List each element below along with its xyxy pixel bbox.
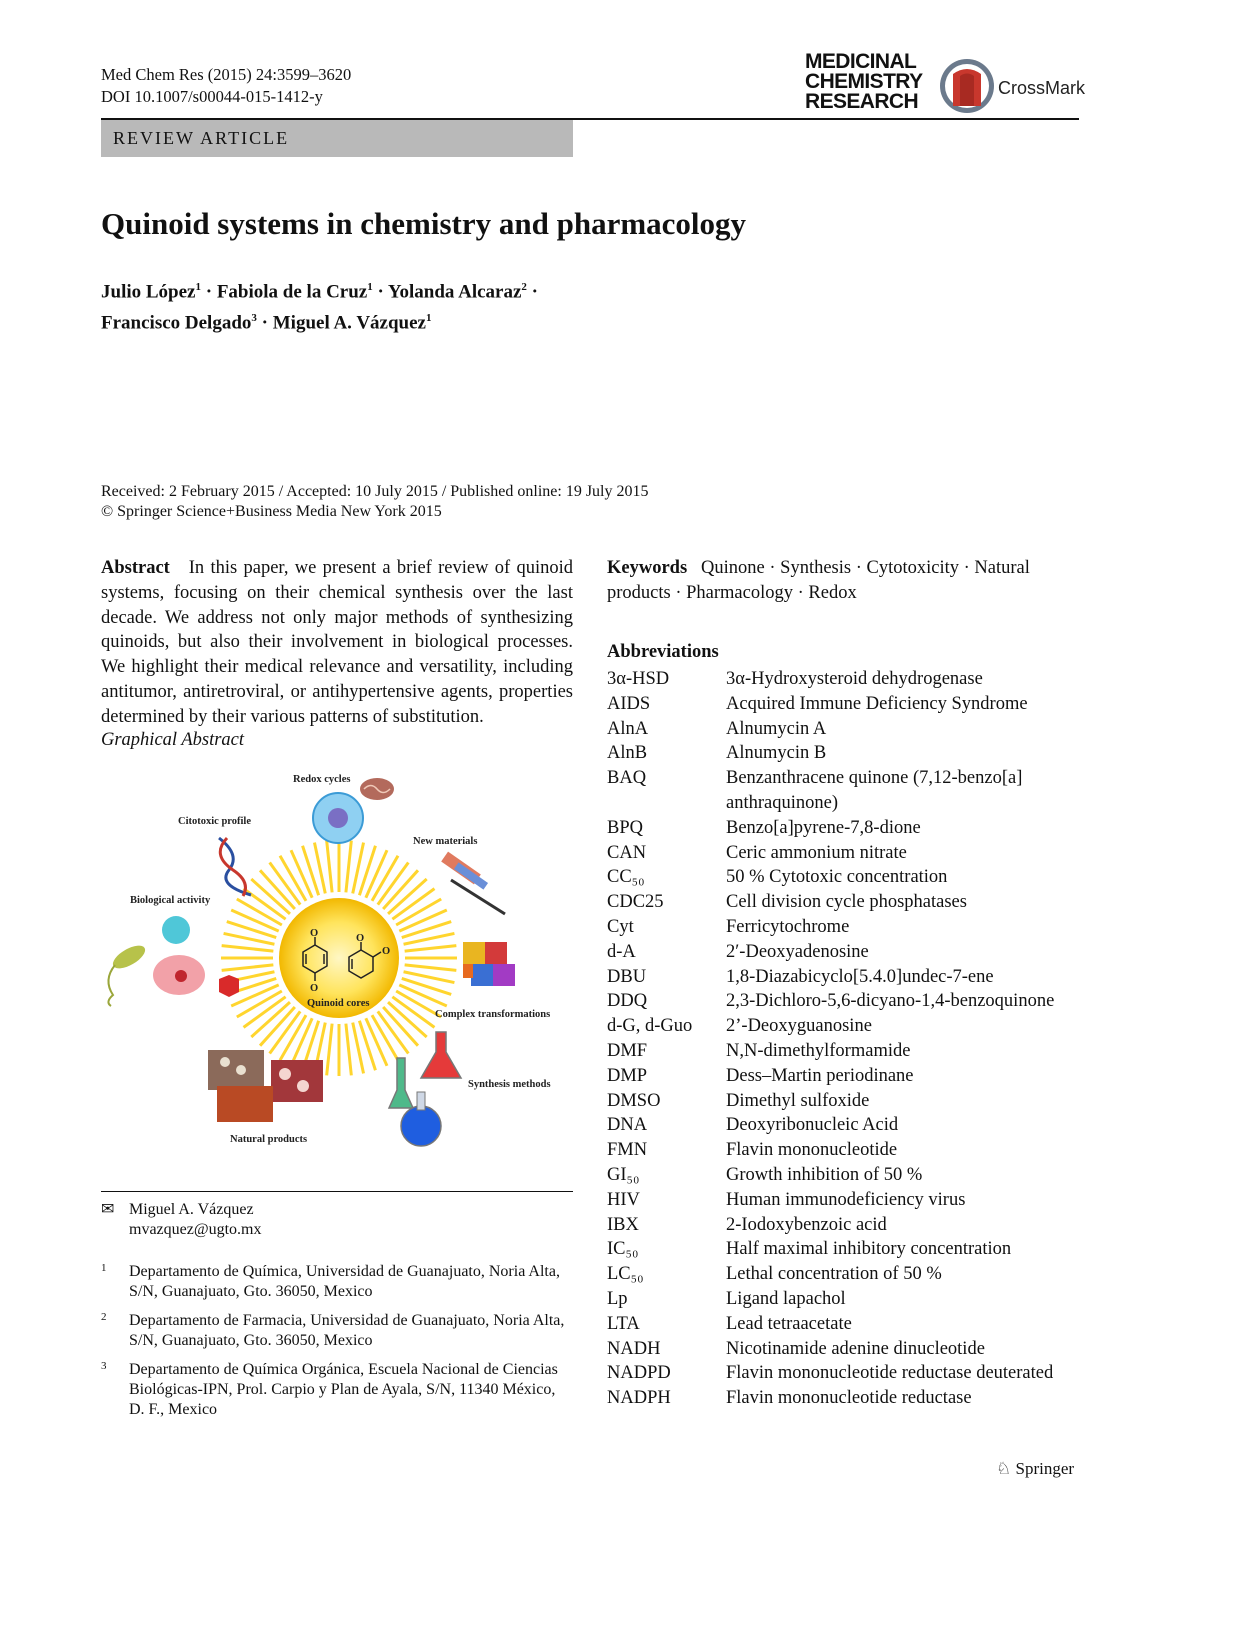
abbreviation-row <box>607 1089 1087 1114</box>
abbreviation-definition: Alnumycin B <box>726 743 827 764</box>
abbreviation-term: NADH <box>607 1338 661 1359</box>
cell-nucleus-icon <box>328 808 348 828</box>
abbreviation-definition: Cell division cycle phosphatases <box>726 892 967 913</box>
redox-cycles-label: Redox cycles <box>293 774 351 785</box>
article-title: Quinoid systems in chemistry and pharmacology <box>101 206 747 241</box>
abbreviation-definition: Flavin mononucleotide <box>726 1140 898 1161</box>
sun-ray <box>346 1024 351 1076</box>
author-affil-sup: 3 <box>251 312 257 325</box>
sun-ray <box>222 965 274 970</box>
abbreviations-title: Abbreviations <box>607 642 719 662</box>
oxygen-label: O <box>310 928 319 939</box>
abbreviation-row <box>607 816 1087 841</box>
abbreviation-definition: Dess–Martin periodinane <box>726 1065 914 1086</box>
abstract <box>101 556 573 730</box>
corresponding-email[interactable]: mvazquez@ugto.mx <box>129 1221 262 1238</box>
abbreviation-row <box>607 1361 1087 1386</box>
keywords-label: Keywords <box>607 558 688 578</box>
flask-icon <box>389 1032 461 1146</box>
abbreviation-row <box>607 1337 1087 1362</box>
abbreviation-definition: 50 % Cytotoxic concentration <box>726 867 948 888</box>
abbreviation-term: DMP <box>607 1065 648 1086</box>
synthesis-methods-label: Synthesis methods <box>468 1079 551 1090</box>
abbreviation-definition: Alnumycin A <box>726 718 827 739</box>
abbreviation-term: DDQ <box>607 991 648 1012</box>
affiliation-number: 1 <box>101 1262 107 1274</box>
journal-logo <box>805 52 923 112</box>
cube-icon <box>463 942 515 986</box>
abbreviation-term: GI₅₀ <box>607 1164 640 1185</box>
abbreviation-term: CAN <box>607 842 647 863</box>
citotoxic-profile-label: Citotoxic profile <box>178 816 251 827</box>
journal-citation: Med Chem Res (2015) 24:3599–3620 <box>101 65 352 84</box>
abbreviation-row <box>607 965 1087 990</box>
abbreviation-term: HIV <box>607 1189 640 1210</box>
corresponding-author: Miguel A. Vázquez <box>129 1201 254 1218</box>
graphical-abstract-label: Graphical Abstract <box>101 730 245 750</box>
crossmark-label[interactable]: CrossMark <box>998 78 1086 98</box>
affiliation-text: Departamento de Química Orgánica, Escuela Nacional de Ciencias Biológicas-IPN, Prol. Carpio y Plan de Ayala, S/N, 11340 México, D. F., Mexico <box>129 1361 558 1418</box>
abbreviation-row <box>607 1188 1087 1213</box>
abbreviation-row <box>607 1014 1087 1039</box>
cell-nucleus <box>175 970 187 982</box>
article-type-banner <box>101 120 573 157</box>
abbreviation-definition: 2′-Deoxyadenosine <box>726 941 869 962</box>
abbreviation-term: NADPH <box>607 1388 671 1409</box>
affiliation-text: Departamento de Química, Universidad de Guanajuato, Noria Alta, S/N, Guanajuato, Gto. 36050, Mexico <box>129 1263 560 1300</box>
abbreviation-term: NADPD <box>607 1363 671 1384</box>
abbreviations-list <box>607 667 1087 1411</box>
author-affil-sup: 1 <box>195 281 201 293</box>
abbreviation-term: d-G, d-Guo <box>607 1016 693 1037</box>
bacterium-icon <box>109 941 148 973</box>
abbreviation-term: DNA <box>607 1115 648 1136</box>
keywords-text: Quinone · Synthesis · Cytotoxicity · Natural products · Pharmacology · Redox <box>607 558 1030 603</box>
abbreviation-term: DMSO <box>607 1090 661 1111</box>
abbreviation-term: LC₅₀ <box>607 1264 644 1285</box>
abstract-text: In this paper, we present a brief review of quinoid systems, focusing on their chemical synthesis over the last decade. We address not only major methods of synthesizing quinoids, but also their involvement in biological processes. We highlight their medical relevance and versatility, including antitumor, antiretroviral, or antihypertensive agents, properties determined by their various patterns of substitution. <box>101 558 574 727</box>
correspondence <box>101 1200 261 1240</box>
abbreviation-term: 3α-HSD <box>607 669 670 689</box>
abbreviation-definition: 2,3-Dichloro-5,6-dicyano-1,4-benzoquinone <box>726 991 1055 1012</box>
abbreviation-term: Lp <box>607 1288 628 1309</box>
author[interactable]: Fabiola de la Cruz <box>216 281 368 303</box>
abbreviation-row <box>607 766 1087 816</box>
author-affil-sup: 2 <box>521 281 527 293</box>
abbreviation-term: IC₅₀ <box>607 1239 639 1260</box>
abbreviation-definition: Ferricytochrome <box>726 916 850 937</box>
affiliation-number: 3 <box>101 1360 107 1372</box>
author[interactable]: Yolanda Alcaraz <box>387 281 522 303</box>
abbreviation-definition: Half maximal inhibitory concentration <box>726 1239 1012 1260</box>
abbreviation-row <box>607 865 1087 890</box>
abbreviation-row <box>607 741 1087 766</box>
abbreviation-definition: 2’-Deoxyguanosine <box>726 1016 872 1037</box>
abbreviation-term: FMN <box>607 1140 648 1161</box>
abbreviation-definition: 1,8-Diazabicyclo[5.4.0]undec-7-ene <box>726 966 994 987</box>
abbreviation-definition: Lead tetraacetate <box>726 1313 852 1334</box>
abbreviation-term: AIDS <box>607 693 651 714</box>
abbreviation-term: d-A <box>607 941 636 962</box>
sun-ray <box>222 946 274 951</box>
abbreviation-row <box>607 1262 1087 1287</box>
abbreviation-row <box>607 1213 1087 1238</box>
abbreviation-definition: Deoxyribonucleic Acid <box>726 1115 899 1136</box>
affiliation-number: 2 <box>101 1311 107 1323</box>
abbreviation-row <box>607 1138 1087 1163</box>
abbreviation-definition: Flavin mononucleotide reductase deuterated <box>726 1363 1054 1384</box>
sun-ray <box>405 965 457 970</box>
author[interactable]: Miguel A. Vázquez <box>272 312 426 334</box>
abbreviation-term: AlnB <box>607 743 648 764</box>
envelope-icon: ✉ <box>101 1201 115 1218</box>
abbreviation-row <box>607 1312 1087 1337</box>
abbreviation-term: Cyt <box>607 916 634 937</box>
abbreviation-row <box>607 1163 1087 1188</box>
abbreviation-row <box>607 915 1087 940</box>
journal-doi[interactable]: DOI 10.1007/s00044-015-1412-y <box>101 87 323 106</box>
sun-ray <box>405 946 457 951</box>
complex-transformations-label: Complex transformations <box>435 1009 551 1020</box>
abbreviation-definition: Flavin mononucleotide reductase <box>726 1388 972 1409</box>
logo-line: MEDICINAL <box>805 50 917 73</box>
new-materials-label: New materials <box>413 836 478 847</box>
abbreviation-row <box>607 1237 1087 1262</box>
abbreviation-row <box>607 1113 1087 1138</box>
abbreviation-term: BPQ <box>607 817 643 838</box>
flagellum <box>108 965 115 1006</box>
dates-line: Received: 2 February 2015 / Accepted: 10 July 2015 / Published online: 19 July 2015 <box>101 483 649 500</box>
author-affil-sup: 1 <box>367 281 373 293</box>
footnote-rule <box>101 1191 573 1192</box>
oxygen-label: O <box>382 946 391 957</box>
abbreviation-row <box>607 940 1087 965</box>
abbreviation-row <box>607 1386 1087 1411</box>
publisher-name: Springer <box>1015 1459 1075 1478</box>
abbreviation-term: BAQ <box>607 768 647 789</box>
natural-products-label: Natural products <box>230 1134 308 1145</box>
publication-dates <box>101 482 648 522</box>
abstract-label: Abstract <box>101 558 170 578</box>
author[interactable]: Francisco Delgado <box>101 312 252 334</box>
journal-info <box>101 64 351 108</box>
oxygen-label: O <box>310 983 319 994</box>
quinoid-cores-label: Quinoid cores <box>307 998 370 1009</box>
abbreviation-row <box>607 989 1087 1014</box>
abbreviation-definition: Growth inhibition of 50 % <box>726 1164 923 1185</box>
abbreviation-definition: Acquired Immune Deficiency Syndrome <box>726 693 1028 714</box>
abbreviation-term: DMF <box>607 1040 648 1061</box>
abbreviation-term: CDC25 <box>607 892 664 913</box>
abbreviation-term: AlnA <box>607 718 649 739</box>
virus-icon <box>162 916 190 944</box>
logo-line: RESEARCH <box>805 90 919 113</box>
materials-icon <box>441 852 505 914</box>
copyright-line: © Springer Science+Business Media New York 2015 <box>101 503 442 520</box>
springer-footer <box>996 1459 1074 1479</box>
abbreviation-definition: Ligand lapachol <box>726 1288 846 1309</box>
springer-horse-icon: ♘ <box>996 1459 1012 1478</box>
abbreviation-row <box>607 717 1087 742</box>
sun-ray <box>327 1024 332 1076</box>
natural-products-photos <box>208 1050 323 1122</box>
abbreviation-row <box>607 1039 1087 1064</box>
author-list: Julio López$^1$ · Fabiola de la Cruz$^1$ · Yolanda Alcaraz$^2$ · Francisco Delgado$^3$ · Miguel A. Vázquez$^1$ <box>101 281 539 334</box>
abbreviation-definition: 3α-Hydroxysteroid dehydrogenase <box>726 669 983 689</box>
abbreviation-row <box>607 1064 1087 1089</box>
abbreviation-row <box>607 692 1087 717</box>
abbreviation-definition: N,N-dimethylformamide <box>726 1040 911 1061</box>
graphical-abstract-figure <box>101 770 573 1150</box>
logo-line: CHEMISTRY <box>805 70 923 93</box>
author-affil-sup: 1 <box>425 312 432 325</box>
affiliation-text: Departamento de Farmacia, Universidad de Guanajuato, Noria Alta, S/N, Guanajuato, Gto. 36050, Mexico <box>129 1312 565 1349</box>
abbreviation-term: DBU <box>607 966 647 987</box>
abbreviation-definition: Benzanthracene quinone (7,12-benzo[a] anthraquinone) <box>726 768 1023 813</box>
keywords <box>607 556 1079 606</box>
abbreviation-row <box>607 890 1087 915</box>
abbreviation-row <box>607 1287 1087 1312</box>
abbreviation-definition: 2-Iodoxybenzoic acid <box>726 1214 887 1235</box>
abbreviation-term: IBX <box>607 1214 639 1235</box>
author[interactable]: Julio López <box>101 281 196 303</box>
abbreviation-definition: Human immunodeficiency virus <box>726 1189 966 1210</box>
article-type: REVIEW ARTICLE <box>113 128 290 148</box>
abbreviation-row <box>607 841 1087 866</box>
abbreviation-definition: Dimethyl sulfoxide <box>726 1090 870 1111</box>
oxygen-label: O <box>356 933 365 944</box>
abbreviation-term: CC₅₀ <box>607 867 645 888</box>
polyhedron-icon <box>219 975 239 997</box>
sun-ray <box>327 841 332 893</box>
abbreviation-definition: Nicotinamide adenine dinucleotide <box>726 1338 985 1359</box>
sun-ray <box>346 841 351 893</box>
abbreviation-term: LTA <box>607 1313 640 1334</box>
abbreviation-definition: Lethal concentration of 50 % <box>726 1264 942 1285</box>
abbreviation-definition: Ceric ammonium nitrate <box>726 842 907 863</box>
abbreviation-definition: Benzo[a]pyrene-7,8-dione <box>726 817 921 838</box>
abbreviation-row <box>607 667 1087 692</box>
biological-activity-label: Biological activity <box>130 895 211 906</box>
